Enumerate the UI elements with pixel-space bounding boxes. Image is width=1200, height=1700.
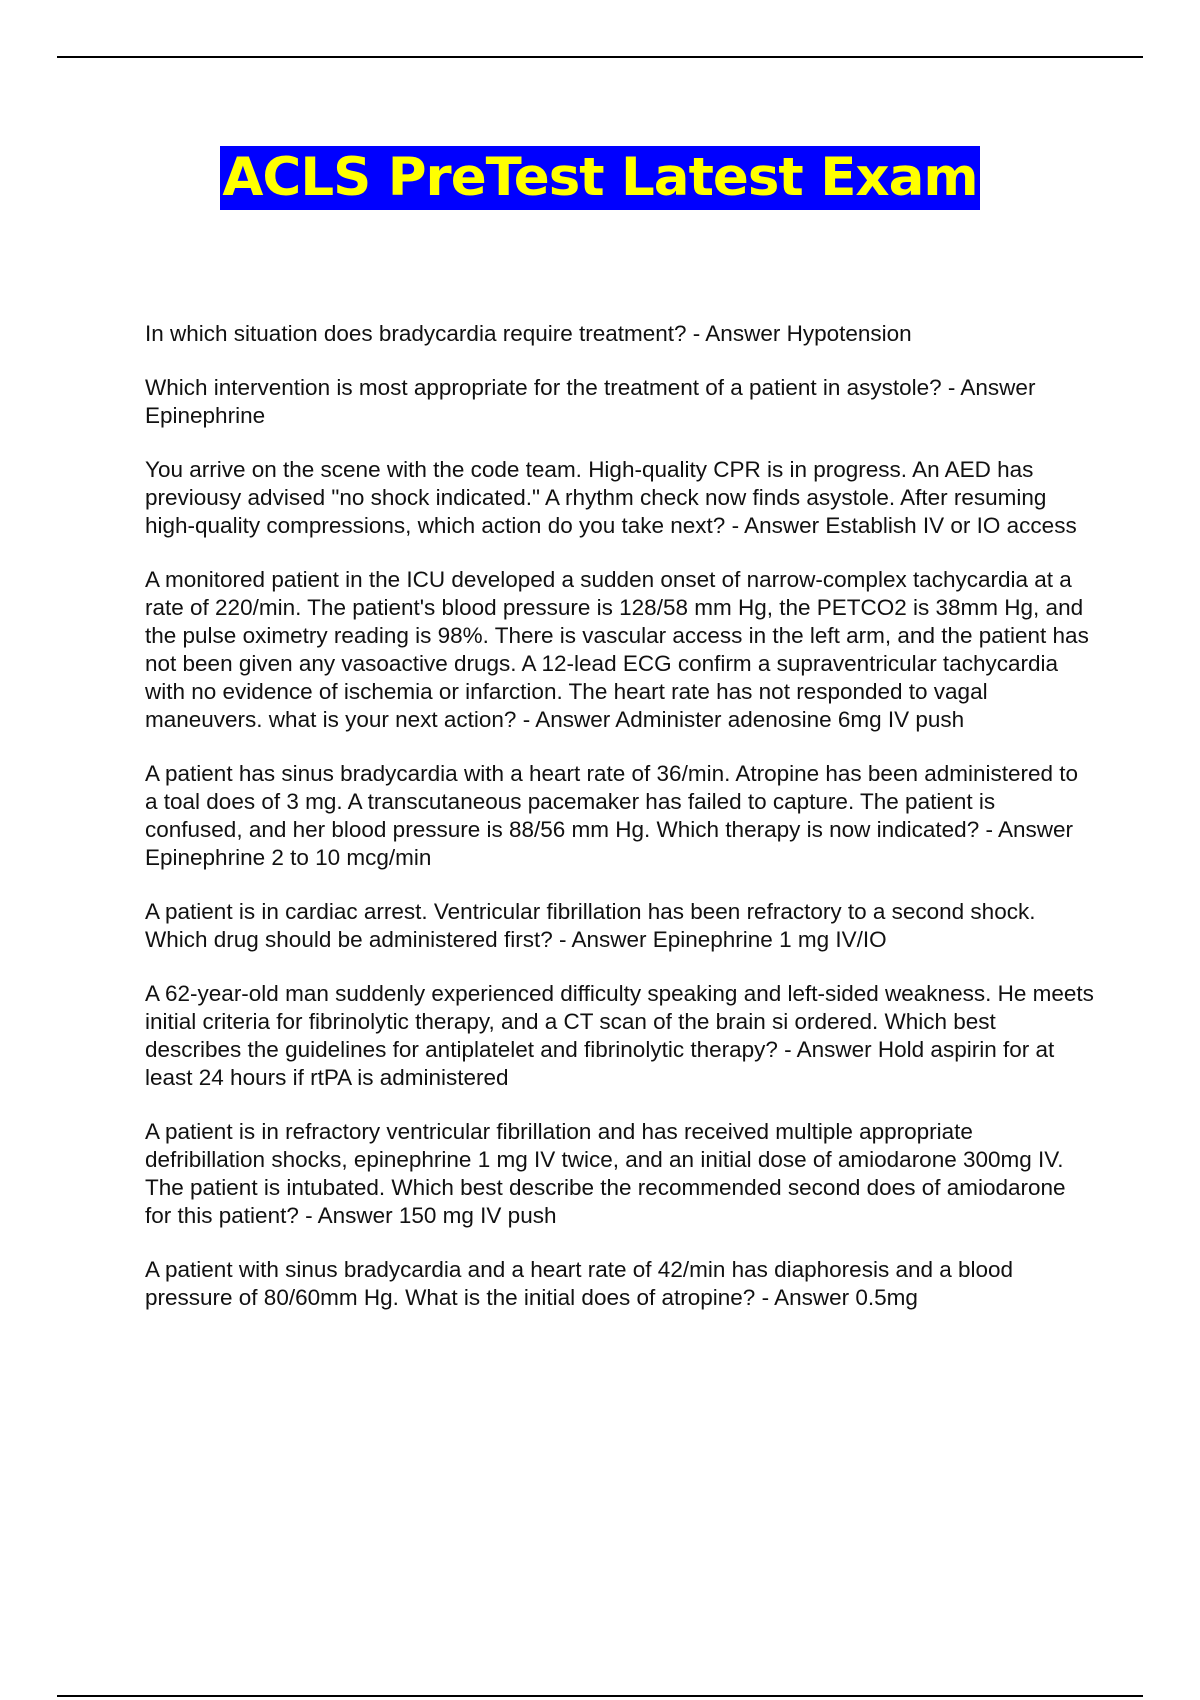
document-title: ACLS PreTest Latest Exam [222, 147, 978, 208]
qa-item: A monitored patient in the ICU developed a sudden onset of narrow-complex tachycardia at a rate of 220/min. The patient's blood pressure is 128/58 mm Hg, the PETCO2 is 38mm Hg, and the pulse oximetry reading is 98%. There is vascular access in the left arm, and the patient has not been given any vasoactive drugs. A 12-lead ECG confirm a supraventricular tachycardia with no evidence of ischemia or infarction. The heart rate has not responded to vagal maneuvers. what is your next action? - Answer Administer adenosine 6mg IV push [145, 567, 1089, 732]
qa-item: A patient is in cardiac arrest. Ventricular fibrillation has been refractory to a second shock. Which drug should be administered first? - Answer Epinephrine 1 mg IV/IO [145, 899, 1036, 952]
qa-item: A patient is in refractory ventricular fibrillation and has received multiple appropriate defribillation shocks, epinephrine 1 mg IV twice, and an initial dose of amiodarone 300mg IV. The patient is intubated. Which best describe the recommended second does of amiodarone for this patient? - Answer 150 mg IV push [145, 1119, 1066, 1228]
qa-item: Which intervention is most appropriate for the treatment of a patient in asystole? - Answer Epinephrine [145, 375, 1036, 428]
header-rule [57, 56, 1143, 58]
title-block [0, 146, 1200, 210]
footer-rule [57, 1695, 1143, 1697]
qa-item: In which situation does bradycardia require treatment? - Answer Hypotension [145, 321, 912, 346]
qa-item: A patient with sinus bradycardia and a heart rate of 42/min has diaphoresis and a blood pressure of 80/60mm Hg. What is the initial does of atropine? - Answer 0.5mg [145, 1257, 1014, 1310]
qa-item: A 62-year-old man suddenly experienced difficulty speaking and left-sided weakness. He meets initial criteria for fibrinolytic therapy, and a CT scan of the brain si ordered. Which best describes the guidelines for antiplatelet and fibrinolytic therapy? - Answer Hold aspirin for at least 24 hours if rtPA is administered [145, 981, 1094, 1090]
qa-item: You arrive on the scene with the code team. High-quality CPR is in progress. An AED has previousy advised "no shock indicated." A rhythm check now finds asystole. After resuming high-quality compressions, which action do you take next? - Answer Establish IV or IO access [145, 457, 1077, 538]
question-answer-list [145, 320, 1095, 1338]
qa-item: A patient has sinus bradycardia with a heart rate of 36/min. Atropine has been administered to a toal does of 3 mg. A transcutaneous pacemaker has failed to capture. The patient is confused, and her blood pressure is 88/56 mm Hg. Which therapy is now indicated? - Answer Epinephrine 2 to 10 mcg/min [145, 761, 1079, 870]
